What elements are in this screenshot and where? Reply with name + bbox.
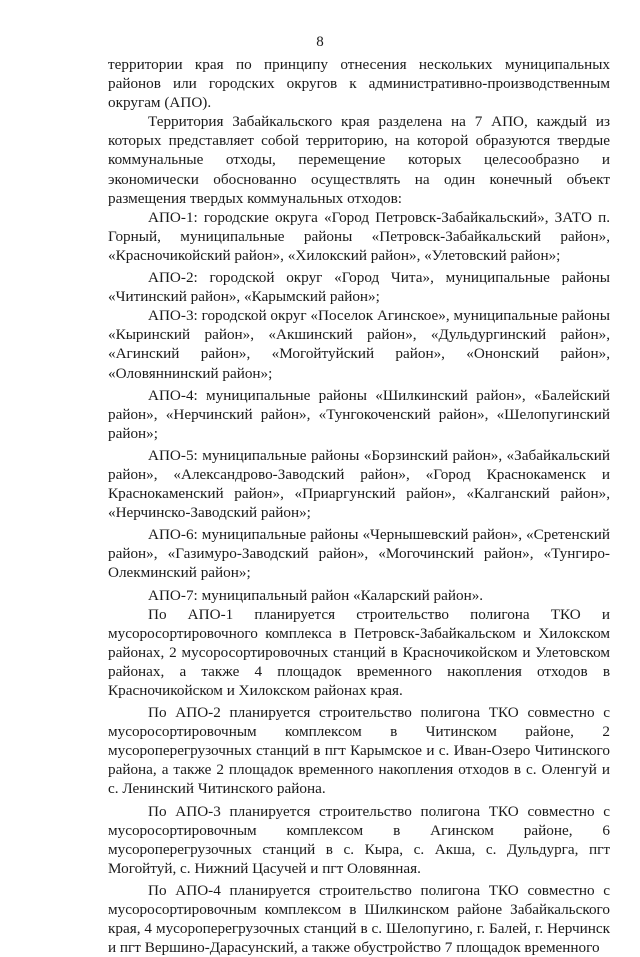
paragraph-territory-division: Территория Забайкальского края разделена на 7 АПО, каждый из которых представляет собой территорию, на которой образуются твердые коммунальные отходы, перемещение которых целесообразно и экономически обоснованно осуществлять на один конечный объект размещения твердых коммунальных отходов: xyxy=(108,113,610,207)
page-number: 8 xyxy=(316,34,324,50)
paragraph-apo-1: АПО-1: городские округа «Город Петровск-Забайкальский», ЗАТО п. Горный, муниципальные районы «Петровск-Забайкальский район», «Красночикойский район», «Хилокский район», «Улетовский район»; xyxy=(108,208,610,264)
paragraph-apo-5: АПО-5: муниципальные районы «Борзинский район», «Забайкальский район», «Александрово-Заводский район», «Город Краснокаменск и Краснокаменский район», «Приаргунский район», «Калганский район», «Нерчинско-Заводский район»; xyxy=(108,446,610,522)
paragraph-plan-apo-4: По АПО-4 планируется строительство полигона ТКО совместно с мусоросортировочным комплексом в Шилкинском районе Забайкальского края, 4 мусороперегрузочных станций в с. Шелопугино, г. Балей, г. Нерчинск и пгт Вершино-Дарасунский, а также обустройство 7 площадок временного xyxy=(108,881,610,957)
paragraph-plan-apo-2: По АПО-2 планируется строительство полигона ТКО совместно с мусоросортировочным комплексом в Читинском районе, 2 мусороперегрузочных станций в пгт Карымское и с. Иван-Озеро Читинского района, а также 2 площадок временного накопления отходов в с. Оленгуй и с. Ленинский Читинского района. xyxy=(108,704,610,798)
paragraph-plan-apo-3: По АПО-3 планируется строительство полигона ТКО совместно с мусоросортировочным комплексом в Агинском районе, 6 мусороперегрузочных станций в с. Кыра, с. Акша, с. Дульдурга, пгт Могойтуй, с. Нижний Цасучей и пгт Оловянная. xyxy=(108,802,610,877)
document-body xyxy=(108,55,610,957)
paragraph-intro-continuation: территории края по принципу отнесения нескольких муниципальных районов или городских округов к административно-производственным округам (АПО). xyxy=(108,56,610,112)
paragraph-apo-2: АПО-2: городской округ «Город Чита», муниципальные районы «Читинский район», «Карымский район»; xyxy=(108,269,610,306)
paragraph-apo-7: АПО-7: муниципальный район «Каларский район». xyxy=(148,586,484,604)
paragraph-apo-3: АПО-3: городской округ «Поселок Агинское», муниципальные районы «Кыринский район», «Акшинский район», «Дульдургинский район», «Агинский район», «Могойтуйский район», «Ононский район», «Оловяннинский район»; xyxy=(108,307,610,382)
paragraph-apo-6: АПО-6: муниципальные районы «Чернышевский район», «Сретенский район», «Газимуро-Заводский район», «Могочинский район», «Тунгиро-Олекминский район»; xyxy=(108,526,610,582)
paragraph-plan-apo-1: По АПО-1 планируется строительство полигона ТКО и мусоросортировочного комплекса в Петровск-Забайкальском и Хилокском районах, 2 мусоросортировочных станций в Красночикойском и Улетовском районах, а также 4 площадок временного накопления отходов в Красночикойском и Хилокском районах края. xyxy=(108,605,610,699)
paragraph-apo-4: АПО-4: муниципальные районы «Шилкинский район», «Балейский район», «Нерчинский район», «Тунгокоченский район», «Шелопугинский район»; xyxy=(108,386,610,442)
